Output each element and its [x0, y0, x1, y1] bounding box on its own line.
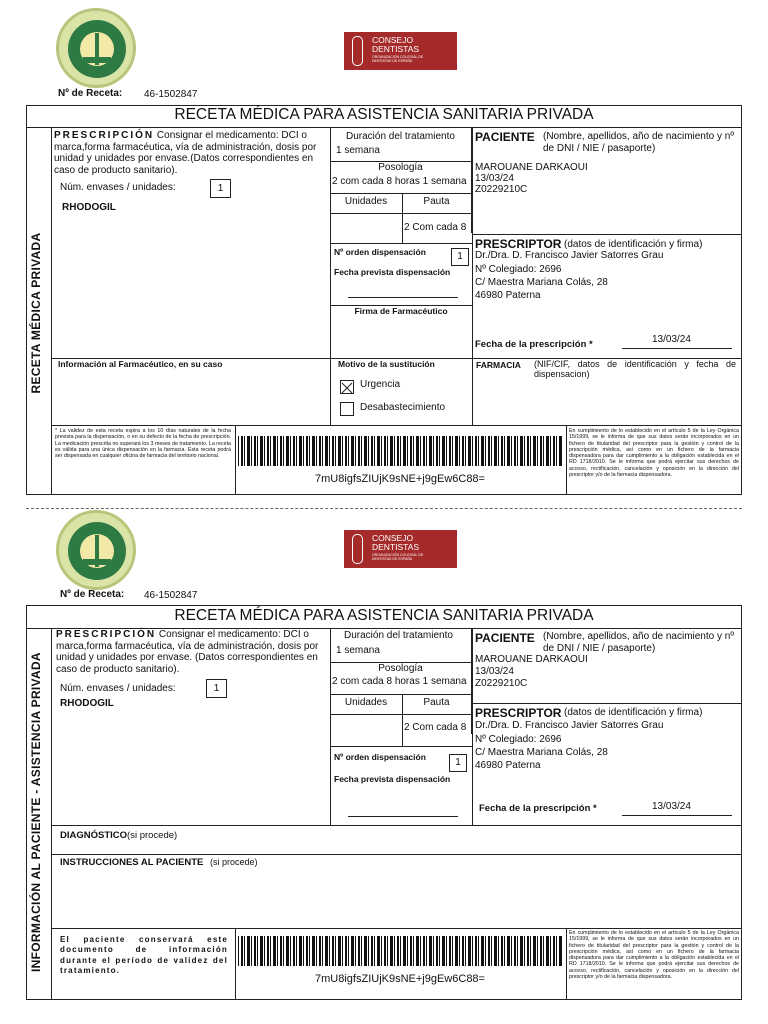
envases-value-2: 1 [206, 679, 227, 698]
receta-number: 46-1502847 [144, 89, 198, 100]
fecha-prescripcion-label: Fecha de la prescripción * [475, 339, 593, 350]
orden-dispensacion-value: 1 [451, 248, 469, 266]
fecha-prescripcion-value-2: 13/03/24 [652, 801, 691, 812]
unidades-label: Unidades [344, 196, 388, 207]
posologia-label: Posología [378, 162, 423, 173]
desabastecimiento-checkbox[interactable] [340, 402, 354, 416]
posologia-value-2: 2 com cada 8 horas 1 semana [332, 676, 467, 687]
envases-label: Núm. envases / unidades: [60, 182, 176, 193]
info-farmaceutico-label: Información al Farmacéutico, en su caso [58, 359, 223, 369]
prescriptor-nombre-2: Dr./Dra. D. Francisco Javier Satorres Grau [475, 720, 664, 731]
fecha-dispensacion-label-2: Fecha prevista dispensación [334, 774, 451, 784]
legal-text: En cumplimiento de lo establecido en el artículo 5 de la Ley Orgánica 15/1999, se le informa de que sus datos serán incorporados en un fichero de titularidad del prescriptor para la gestión y control de la prescripción médica, así como en un fichero de la farmacia dispensadora para dar cumplimiento a la obligación establecida en el RD 1718/2010. Se le informa que podrá ejercitar sus derechos de acceso, rectificación, cancelación y oposición en la dirección del prescriptor y/o de la farmacia dispensadora. [569, 428, 739, 478]
unidades-label-2: Unidades [344, 697, 388, 708]
paciente-nombre-2: MAROUANE DARKAOUI [475, 654, 588, 665]
cut-line [26, 508, 742, 509]
paciente-nombre: MAROUANE DARKAOUI [475, 162, 588, 173]
paciente-label-2: PACIENTE [475, 631, 535, 645]
legal-text-2: En cumplimiento de lo establecido en el artículo 5 de la Ley Orgánica 15/1999, se le informa de que sus datos serán incorporados en un fichero de titularidad del prescriptor para la gestión y control de la prescripción médica, así como en un fichero de la farmacia dispensadora para dar cumplimiento a la obligación establecida en el RD 1718/2010. Se le informa que podrá ejercitar sus derechos de acceso, rectificación, cancelación y oposición en la dirección del prescriptor y/o de la farmacia dispensadora. [569, 930, 739, 980]
pauta-value: 2 Com cada 8 [404, 222, 467, 233]
duracion-label-2: Duración del tratamiento [344, 630, 453, 641]
envases-value: 1 [210, 179, 231, 198]
form-title-2: RECETA MÉDICA PARA ASISTENCIA SANITARIA PRIVADA [174, 607, 594, 624]
form-title: RECETA MÉDICA PARA ASISTENCIA SANITARIA PRIVADA [174, 106, 594, 123]
barcode-2 [238, 936, 562, 966]
desabastecimiento-label: Desabastecimiento [360, 402, 446, 413]
pauta-value-2: 2 Com cada 8 [404, 722, 467, 733]
prescripcion-block-2: PRESCRIPCIÓN Consignar el medicamento: DCI o marca,forma farmacéutica, vía de administración, dosis por unidad y unidades por envase. (Datos correspondientes en caso de producto sanitario). [56, 629, 319, 675]
urgencia-label: Urgencia [360, 379, 401, 390]
prescriptor-label-2: PRESCRIPTOR [475, 706, 562, 720]
conservar-text: El paciente conservará este documento de información durante el período de validez del tratamiento. [60, 935, 228, 976]
pauta-label: Pauta [423, 196, 450, 207]
duracion-label: Duración del tratamiento [346, 131, 455, 142]
consejo-dentistas-logo-2: CONSEJO DENTISTAS ORGANIZACIÓN COLEGIAL DE DENTISTAS DE ESPAÑA [344, 530, 457, 568]
duracion-value: 1 semana [336, 145, 380, 156]
side-label-informacion-paciente: INFORMACIÓN AL PACIENTE - ASISTENCIA PRIVADA [29, 652, 43, 972]
instrucciones-label: INSTRUCCIONES AL PACIENTE (si procede) [60, 857, 258, 868]
prescriptor-colegiado: Nº Colegiado: 2696 [475, 264, 562, 275]
fecha-dispensacion-label: Fecha prevista dispensación [334, 267, 451, 277]
barcode [238, 436, 562, 466]
side-label-receta-privada: RECETA MÉDICA PRIVADA [29, 232, 43, 394]
receta-number-label-2: Nº de Receta: [60, 589, 125, 600]
orden-dispensacion-value-2: 1 [449, 754, 467, 772]
orden-dispensacion-label: Nº orden dispensación [334, 247, 426, 257]
prescriptor-cp: 46980 Paterna [475, 290, 541, 301]
diagnostico-label: DIAGNÓSTICO(si procede) [60, 830, 178, 841]
paciente-documento: Z0229210C [475, 184, 528, 195]
receta-number-label: Nº de Receta: [58, 88, 123, 99]
fecha-prescripcion-value: 13/03/24 [652, 334, 691, 345]
consejo-dentistas-logo: CONSEJO DENTISTAS ORGANIZACIÓN COLEGIAL DE DENTISTAS DE ESPAÑA [344, 32, 457, 70]
prescriptor-hint-2: (datos de identificación y firma) [564, 707, 703, 718]
colegio-seal-logo-2 [56, 510, 136, 590]
prescripcion-block: PRESCRIPCIÓN Consignar el medicamento: DCI o marca,forma farmacéutica, vía de administración, dosis por unidad y unidades por envase.(Datos correspondientes en caso de producto sanitario). [54, 130, 317, 176]
validez-text: * La validez de esta receta expira a los 10 días naturales de la fecha prevista para la dispensación, o en su defecto de la fecha de prescripción. La medicación prescrita no superará los 3 meses de tratamiento. La receta es válida para una única dispensación en la farmacia. Esta receta podrá ser dispensada en cualquier oficina de farmacia del territorio nacional. [55, 428, 231, 459]
posologia-label-2: Posología [378, 663, 423, 674]
barcode-text: 7mU8igfsZIUjK9sNE+j9gEw6C88= [315, 473, 485, 485]
fecha-prescripcion-label-2: Fecha de la prescripción * [479, 803, 597, 814]
posologia-value: 2 com cada 8 horas 1 semana [332, 176, 467, 187]
paciente-fecha-2: 13/03/24 [475, 666, 514, 677]
farmacia-label: FARMACIA [476, 360, 521, 370]
envases-label-2: Núm. envases / unidades: [60, 683, 176, 694]
motivo-sustitucion-label: Motivo de la sustitución [338, 359, 435, 369]
colegio-seal-logo [56, 8, 136, 88]
barcode-text-2: 7mU8igfsZIUjK9sNE+j9gEw6C88= [315, 973, 485, 985]
urgencia-checkbox[interactable] [340, 380, 354, 394]
firma-farmaceutico-label: Firma de Farmacéutico [354, 306, 448, 316]
prescriptor-colegiado-2: Nº Colegiado: 2696 [475, 734, 562, 745]
receta-number-2: 46-1502847 [144, 590, 198, 601]
paciente-hint-2: (Nombre, apellidos, año de nacimiento y nº de DNI / NIE / pasaporte) [543, 631, 734, 654]
prescriptor-direccion-2: C/ Maestra Mariana Colás, 28 [475, 747, 608, 758]
prescriptor-label: PRESCRIPTOR [475, 237, 562, 251]
medicamento-2: RHODOGIL [60, 698, 114, 709]
prescriptor-direccion: C/ Maestra Mariana Colás, 28 [475, 277, 608, 288]
prescriptor-nombre: Dr./Dra. D. Francisco Javier Satorres Grau [475, 250, 664, 261]
paciente-documento-2: Z0229210C [475, 678, 528, 689]
orden-dispensacion-label-2: Nº orden dispensación [334, 752, 426, 762]
farmacia-hint: (NIF/CIF, datos de identificación y fecha de dispensacion) [534, 359, 736, 379]
paciente-hint: (Nombre, apellidos, año de nacimiento y nº de DNI / NIE / pasaporte) [543, 131, 734, 154]
paciente-fecha: 13/03/24 [475, 173, 514, 184]
duracion-value-2: 1 semana [336, 645, 380, 656]
pauta-label-2: Pauta [423, 697, 450, 708]
prescriptor-cp-2: 46980 Paterna [475, 760, 541, 771]
prescriptor-hint: (datos de identificación y firma) [564, 239, 703, 250]
medicamento: RHODOGIL [62, 202, 116, 213]
paciente-label: PACIENTE [475, 130, 535, 144]
